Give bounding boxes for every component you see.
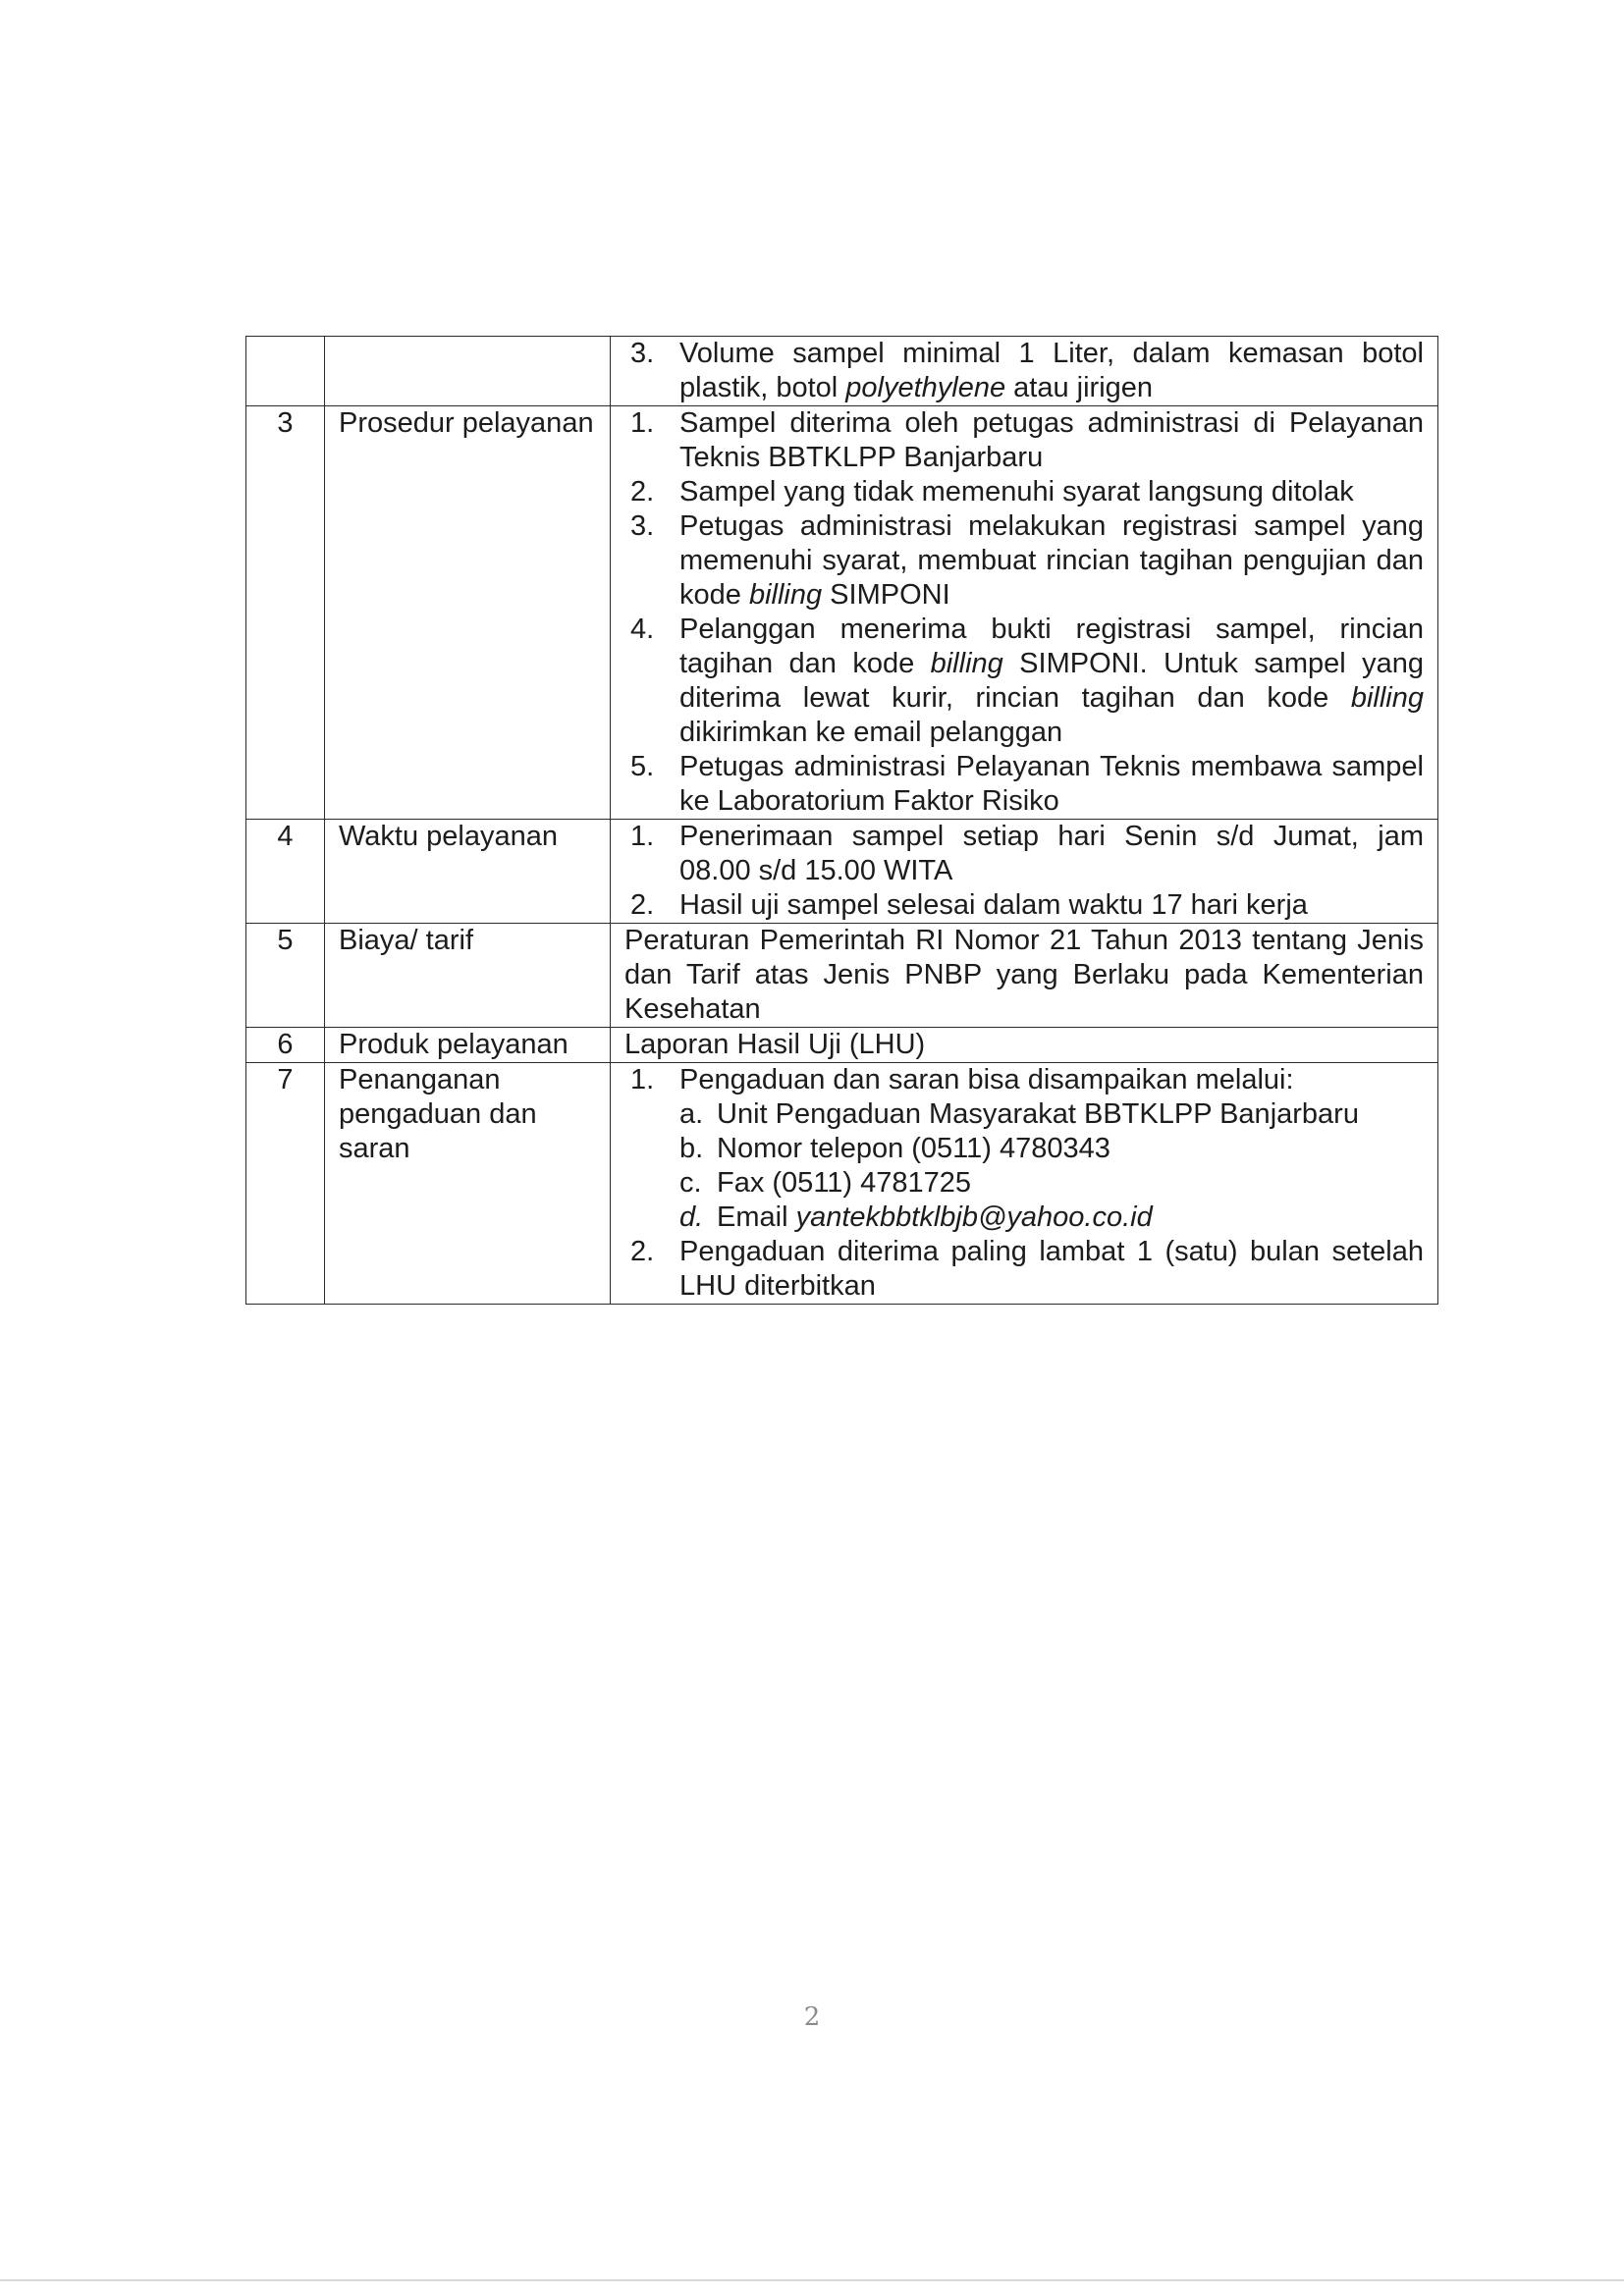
- row-number: [246, 337, 325, 406]
- sub-list-item: a. Unit Pengaduan Masyarakat BBTKLPP Banjarbaru: [679, 1098, 1359, 1130]
- table-row-waktu: [246, 820, 1438, 924]
- table-row-biaya: [246, 924, 1438, 1028]
- list-item: 3. Petugas administrasi melakukan registrasi sampel yang memenuhi syarat, membuat rincian tagihan pengujian dan kode billing SIMPONI: [630, 510, 1424, 611]
- sub-list-item: b. Nomor telepon (0511) 4780343: [679, 1133, 1110, 1164]
- list-item: 3. Volume sampel minimal 1 Liter, dalam kemasan botol plastik, botol polyethylene atau jirigen: [630, 338, 1424, 403]
- sub-list-item: c. Fax (0511) 4781725: [679, 1167, 972, 1199]
- list-item: 1. Penerimaan sampel setiap hari Senin s/d Jumat, jam 08.00 s/d 15.00 WITA: [630, 821, 1424, 886]
- row-content: [611, 820, 1438, 924]
- row-number: 7: [246, 1063, 325, 1305]
- list-item: 5. Petugas administrasi Pelayanan Teknis membawa sampel ke Laboratorium Faktor Risiko: [630, 751, 1424, 817]
- list-item: 1. Sampel diterima oleh petugas administrasi di Pelayanan Teknis BBTKLPP Banjarbaru: [630, 407, 1424, 473]
- row-content: Peraturan Pemerintah RI Nomor 21 Tahun 2013 tentang Jenis dan Tarif atas Jenis PNBP yang Berlaku pada Kementerian Kesehatan: [611, 924, 1438, 1028]
- table-row-pengaduan: [246, 1063, 1438, 1305]
- row-content: Laporan Hasil Uji (LHU): [611, 1028, 1438, 1063]
- email-address: yantekbbtklbjb@yahoo.co.id: [795, 1201, 1153, 1233]
- row-number: 5: [246, 924, 325, 1028]
- row-label: Prosedur pelayanan: [325, 406, 611, 820]
- table-row-continuation: [246, 337, 1438, 406]
- service-standard-table: [245, 336, 1438, 1305]
- row-label: Penanganan pengaduan dan saran: [325, 1063, 611, 1305]
- row-number: 6: [246, 1028, 325, 1063]
- list-item: 2. Pengaduan diterima paling lambat 1 (satu) bulan setelah LHU diterbitkan: [630, 1236, 1424, 1302]
- sub-list-item: d. Email yantekbbtklbjb@yahoo.co.id: [679, 1201, 1153, 1233]
- table-row-prosedur: [246, 406, 1438, 820]
- list-item: 2. Sampel yang tidak memenuhi syarat langsung ditolak: [630, 476, 1354, 507]
- page-number: 2: [803, 2002, 821, 2032]
- row-number: 4: [246, 820, 325, 924]
- row-content: [611, 337, 1438, 406]
- row-label: [325, 337, 611, 406]
- list-item: 1. Pengaduan dan saran bisa disampaikan melalui: a. Unit Pengaduan Masyarakat BBTKLPP Banjarbaru b. Nomor telepon (0511) 4780343 c. Fax (0511) 4781725 d. Email yantekbbtklbjb@yahoo.co.id: [624, 1063, 1424, 1235]
- row-label: Produk pelayanan: [325, 1028, 611, 1063]
- row-content: [611, 1063, 1438, 1305]
- list-item: 2. Hasil uji sampel selesai dalam waktu 17 hari kerja: [630, 889, 1308, 921]
- row-content: [611, 406, 1438, 820]
- row-label: Biaya/ tarif: [325, 924, 611, 1028]
- table-row-produk: [246, 1028, 1438, 1063]
- row-label: Waktu pelayanan: [325, 820, 611, 924]
- row-number: 3: [246, 406, 325, 820]
- list-item: 4. Pelanggan menerima bukti registrasi sampel, rincian tagihan dan kode billing SIMPONI. Untuk sampel yang diterima lewat kurir, rincian tagihan dan kode billing dikirimkan ke email pelanggan: [630, 614, 1424, 748]
- scan-edge-line: [0, 2279, 1624, 2281]
